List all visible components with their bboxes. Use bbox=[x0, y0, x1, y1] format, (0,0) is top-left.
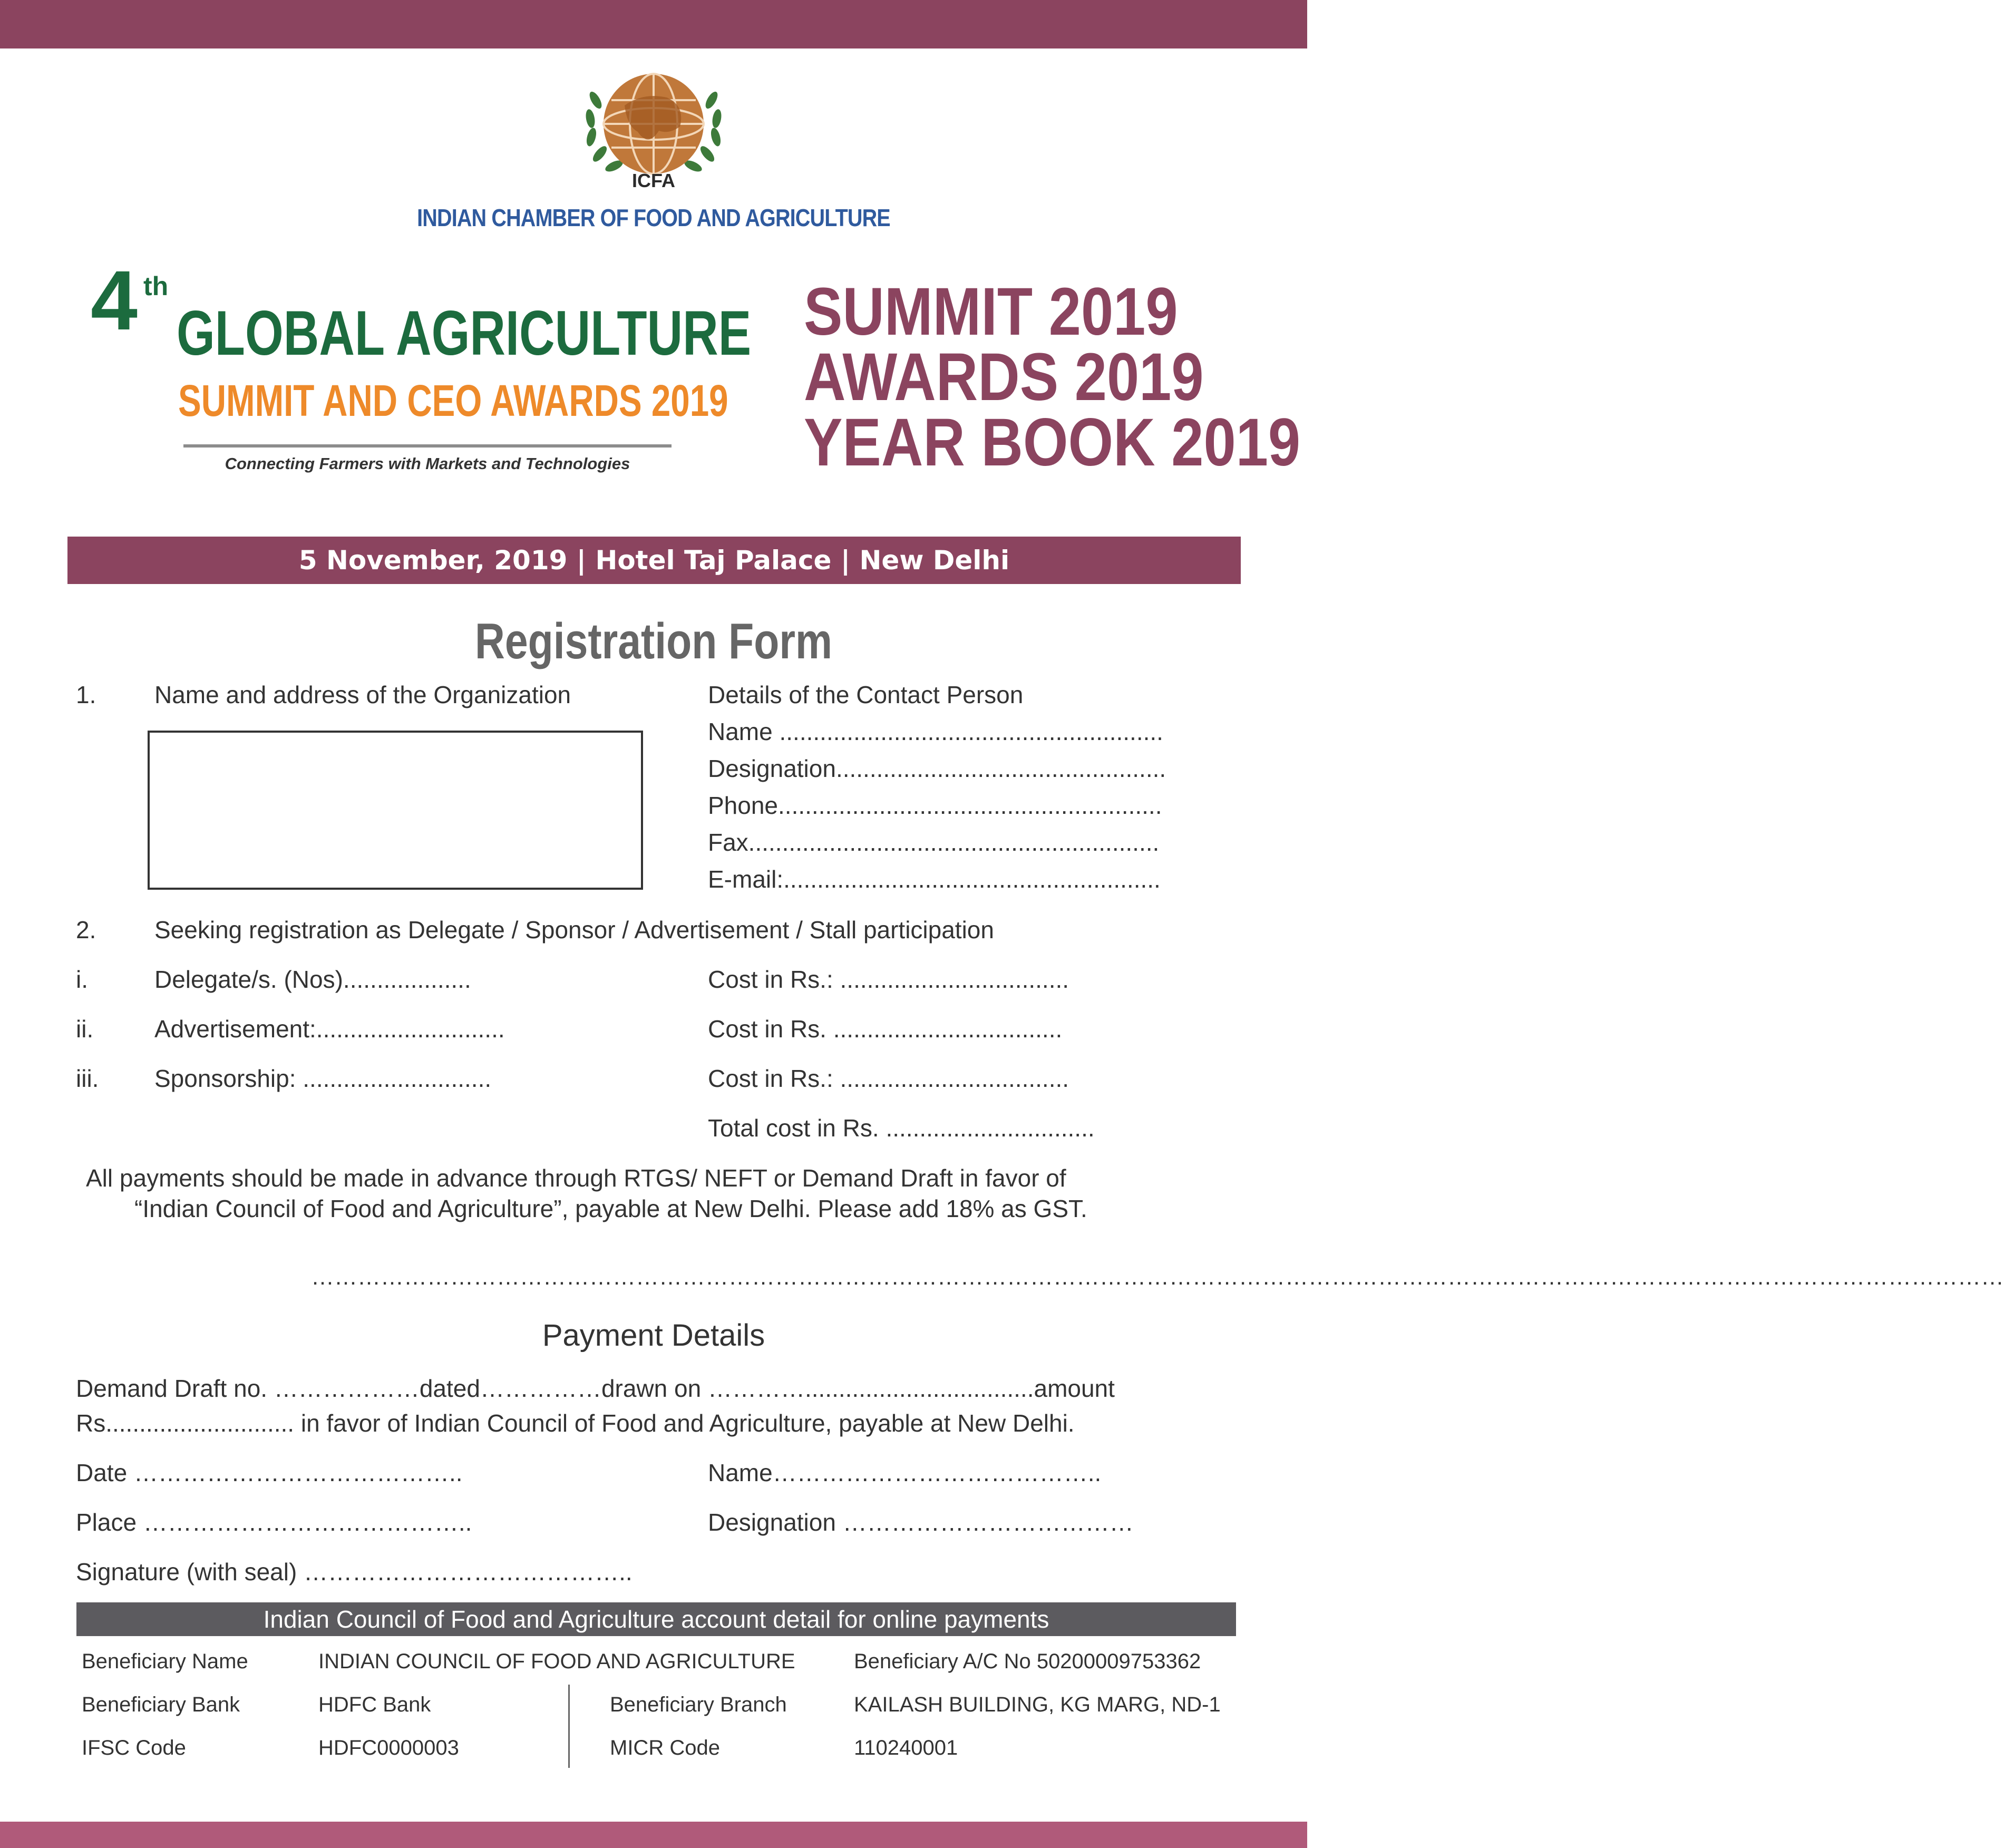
contact-designation-field[interactable]: Designation................................................. bbox=[708, 755, 1166, 782]
ifsc-label: IFSC Code bbox=[82, 1736, 186, 1759]
event-title-line1: GLOBAL AGRICULTURE bbox=[177, 298, 752, 368]
payment-note-line2: “Indian Council of Food and Agriculture”, payable at New Delhi. Please add 18% as GST. bbox=[134, 1195, 1087, 1222]
beneficiary-bank-label: Beneficiary Bank bbox=[82, 1693, 240, 1716]
demand-draft-line1[interactable]: Demand Draft no. ………………dated……………drawn on …………..................................amount bbox=[76, 1375, 1115, 1402]
contact-name-field[interactable]: Name ......................................................... bbox=[708, 718, 1163, 745]
event-number-suffix: th bbox=[143, 271, 169, 301]
bottom-color-bar bbox=[0, 1822, 1307, 1848]
contact-fax-field[interactable]: Fax............................................................. bbox=[708, 829, 1160, 856]
form-title: Registration Form bbox=[475, 613, 832, 669]
account-heading-bar bbox=[76, 1602, 1236, 1636]
date-field[interactable]: Date ………………………………….. bbox=[76, 1459, 463, 1486]
advertisement-cost-field[interactable]: Cost in Rs. .................................. bbox=[708, 1015, 1063, 1043]
sponsorship-cost-field[interactable]: Cost in Rs.: .................................. bbox=[708, 1065, 1069, 1092]
section2-number: 2. bbox=[76, 916, 96, 944]
micr-label: MICR Code bbox=[610, 1736, 720, 1759]
title-awards: AWARDS 2019 bbox=[804, 339, 1204, 415]
place-field[interactable]: Place ………………………………….. bbox=[76, 1509, 472, 1536]
beneficiary-account-number: Beneficiary A/C No 50200009753362 bbox=[854, 1650, 1201, 1673]
name-field[interactable]: Name………………………………….. bbox=[708, 1459, 1102, 1486]
event-number: 4 bbox=[91, 253, 138, 347]
event-tagline: Connecting Farmers with Markets and Technologies bbox=[225, 454, 630, 473]
total-cost-field[interactable]: Total cost in Rs. ............................... bbox=[708, 1114, 1095, 1142]
delegates-field[interactable]: Delegate/s. (Nos)................... bbox=[154, 966, 471, 993]
payment-details-title: Payment Details bbox=[542, 1318, 765, 1353]
designation-field[interactable]: Designation ……………………………… bbox=[708, 1509, 1134, 1536]
contact-heading: Details of the Contact Person bbox=[708, 681, 1024, 708]
sponsorship-field[interactable]: Sponsorship: ............................ bbox=[154, 1065, 492, 1092]
ifsc-value: HDFC0000003 bbox=[318, 1736, 459, 1759]
advertisement-field[interactable]: Advertisement:............................ bbox=[154, 1015, 505, 1043]
beneficiary-branch-label: Beneficiary Branch bbox=[610, 1693, 787, 1716]
divider-line bbox=[183, 444, 672, 448]
beneficiary-branch-value: KAILASH BUILDING, KG MARG, ND-1 bbox=[854, 1693, 1221, 1716]
item-number: i. bbox=[76, 966, 88, 993]
item-number: iii. bbox=[76, 1065, 99, 1092]
contact-email-field[interactable]: E-mail:........................................................ bbox=[708, 865, 1161, 893]
signature-field[interactable]: Signature (with seal) ………………………………….. bbox=[76, 1558, 633, 1586]
section1-label: Name and address of the Organization bbox=[154, 681, 571, 708]
account-column-divider bbox=[568, 1685, 570, 1768]
section2-label: Seeking registration as Delegate / Sponsor / Advertisement / Stall participation bbox=[154, 916, 994, 944]
item-number: ii. bbox=[76, 1015, 94, 1043]
event-date-text: 5 November, 2019 | Hotel Taj Palace | New Delhi bbox=[298, 545, 1010, 576]
title-summit: SUMMIT 2019 bbox=[804, 274, 1178, 349]
logo-text: ICFA bbox=[631, 170, 675, 191]
payment-note-line1: All payments should be made in advance through RTGS/ NEFT or Demand Draft in favor of bbox=[86, 1164, 1066, 1192]
section1-number: 1. bbox=[76, 681, 96, 708]
event-date-bar bbox=[67, 537, 1241, 584]
beneficiary-bank-value: HDFC Bank bbox=[318, 1693, 431, 1716]
organization-name: INDIAN CHAMBER OF FOOD AND AGRICULTURE bbox=[417, 204, 890, 231]
dotted-divider: ………………………………………………………………………………………………………………………………………………………………………………………………… bbox=[311, 1264, 2004, 1290]
top-color-bar bbox=[0, 0, 1307, 48]
beneficiary-name-value: INDIAN COUNCIL OF FOOD AND AGRICULTURE bbox=[318, 1650, 795, 1673]
contact-phone-field[interactable]: Phone......................................................... bbox=[708, 792, 1162, 819]
account-heading: Indian Council of Food and Agriculture account detail for online payments bbox=[263, 1606, 1049, 1633]
event-title-line2: SUMMIT AND CEO AWARDS 2019 bbox=[178, 376, 728, 425]
demand-draft-line2[interactable]: Rs............................ in favor of Indian Council of Food and Agriculture, payable at New Delhi. bbox=[76, 1409, 1075, 1437]
delegates-cost-field[interactable]: Cost in Rs.: .................................. bbox=[708, 966, 1069, 993]
beneficiary-name-label: Beneficiary Name bbox=[82, 1650, 248, 1673]
organization-address-field[interactable] bbox=[148, 731, 643, 890]
title-yearbook: YEAR BOOK 2019 bbox=[804, 405, 1301, 480]
micr-value: 110240001 bbox=[854, 1736, 958, 1759]
